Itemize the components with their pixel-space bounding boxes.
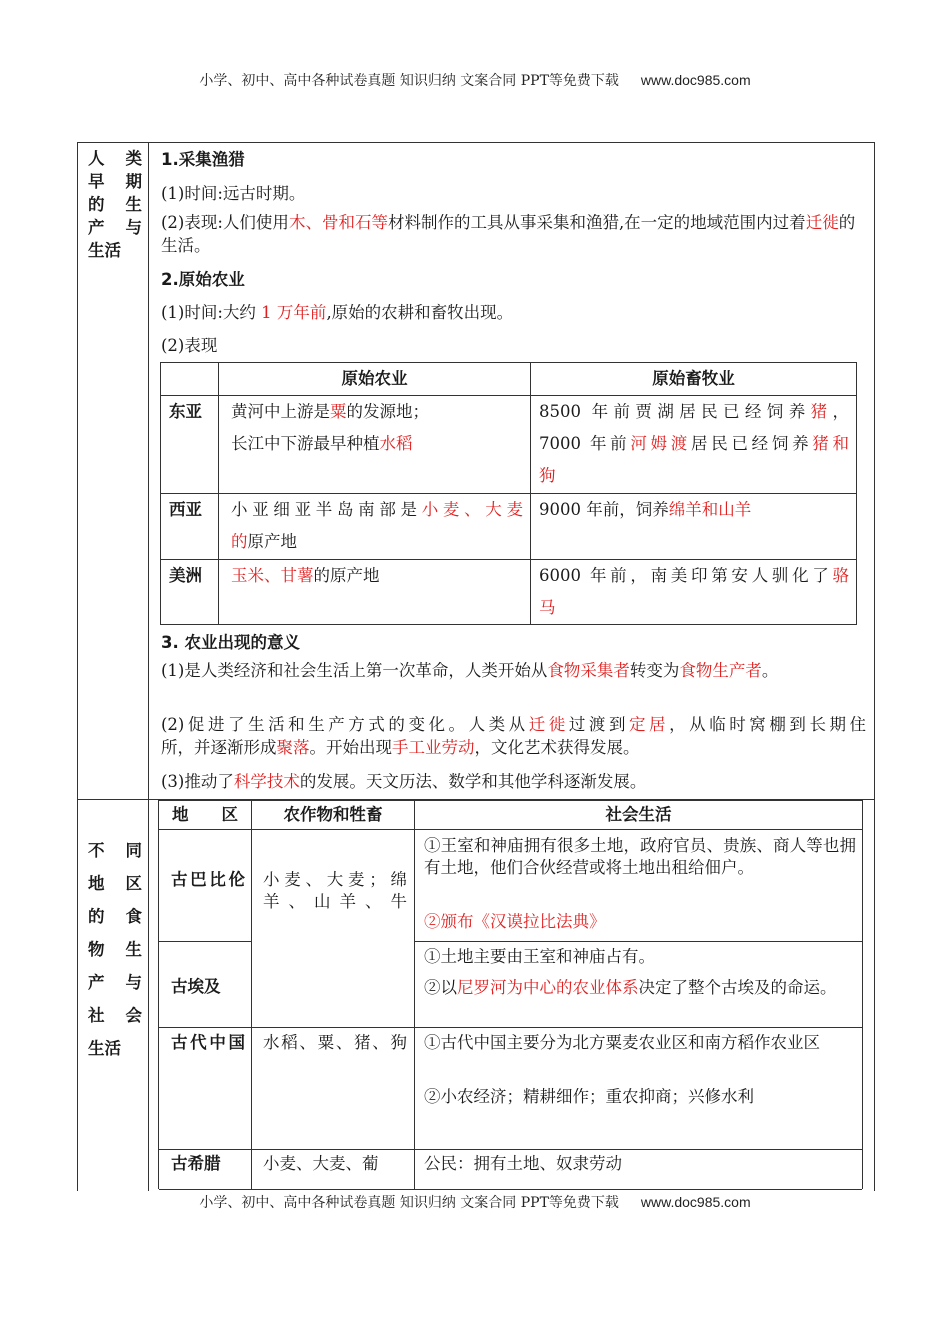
col-header-herding: 原始畜牧业 xyxy=(652,369,735,388)
col-divider xyxy=(414,801,415,1190)
regions-table xyxy=(158,800,863,1189)
highlight: 猪和 xyxy=(812,434,850,453)
page-header xyxy=(0,70,950,90)
text: 8500 年前贾湖居民已经饲养 xyxy=(539,402,811,421)
significance-3 xyxy=(161,768,646,792)
text: 过渡到 xyxy=(568,715,629,734)
text: ，文化艺术获得发展。 xyxy=(474,738,640,757)
section2-label-line: 社 会 xyxy=(88,1006,142,1025)
egypt-life-1: ①土地主要由王室和神庙占有。 xyxy=(424,947,655,966)
text: (1)是人类经济和社会生活上第一次革命，人类开始从 xyxy=(161,661,548,680)
text: 居民已经饲养 xyxy=(691,434,813,453)
text: (2)促进了生活和生产方式的变化。人类从 xyxy=(161,715,529,734)
highlight: 绵羊和山羊 xyxy=(668,500,752,519)
section2-label-line: 不 同 xyxy=(88,841,142,860)
china-crops: 水稻、粟、猪、狗 xyxy=(263,1033,407,1052)
region-egypt: 古埃及 xyxy=(171,977,221,996)
section1-label-line: 的 生 xyxy=(88,195,142,214)
egypt-life-2 xyxy=(424,977,856,999)
region-china: 古代中国 xyxy=(171,1033,245,1052)
highlight: 的 xyxy=(231,532,248,551)
east-asia-agri-1 xyxy=(231,396,429,428)
text: ②以 xyxy=(424,978,457,997)
text: (3)推动了 xyxy=(161,772,234,791)
highlight: 迁徙 xyxy=(805,213,839,232)
section2-label-line: 生活 xyxy=(88,1039,121,1058)
west-asia-agri-2 xyxy=(231,526,297,558)
highlight: 木、骨和石等 xyxy=(288,213,388,232)
text: 原产地 xyxy=(247,532,297,551)
agriculture-show: (2)表现 xyxy=(161,336,218,355)
text: ,原始的农耕和畜牧出现。 xyxy=(326,303,514,322)
heading-significance: 3. 农业出现的意义 xyxy=(161,633,300,652)
highlight: 食物生产 xyxy=(679,661,746,680)
china-life-1: ①古代中国主要分为北方粟麦农业区和南方稻作农业区 xyxy=(424,1033,820,1052)
region-east-asia: 东亚 xyxy=(169,402,202,421)
china-life-2: ②小农经济；精耕细作；重农抑商；兴修水利 xyxy=(424,1087,754,1106)
row-divider xyxy=(414,941,862,942)
highlight: 小麦、大麦 xyxy=(421,500,524,519)
text: 。开始出现 xyxy=(309,738,392,757)
text: 转变为 xyxy=(629,661,680,680)
col-header-crops: 农作物和牲畜 xyxy=(283,805,383,824)
text: 的发展。天文历法、数学和其他学科逐渐发展。 xyxy=(299,772,647,791)
highlight: 玉米、甘薯 xyxy=(231,566,314,585)
text: 小亚细亚半岛南部是 xyxy=(231,500,422,519)
text: 9000 年前，饲养 xyxy=(539,500,669,519)
america-herd-1 xyxy=(539,560,849,592)
gathering-time: (1)时间:远古时期。 xyxy=(161,184,306,203)
highlight: 粟 xyxy=(330,402,347,421)
heading-gathering: 1.采集渔猎 xyxy=(161,150,245,169)
text: 的发源地； xyxy=(346,402,429,421)
highlight: 尼罗河为中心的农业体系 xyxy=(457,978,639,997)
text: 6000 年前，南美印第安人驯化了 xyxy=(539,566,833,585)
text: 决定了整个古埃及的命运。 xyxy=(638,978,837,997)
highlight: 者 xyxy=(745,661,762,680)
greece-crops: 小麦、大麦、葡 xyxy=(263,1154,379,1173)
highlight: 手工业劳动 xyxy=(392,738,475,757)
col-header-region: 地 区 xyxy=(172,805,238,824)
highlight: 迁徙 xyxy=(528,715,569,734)
heading-agriculture: 2.原始农业 xyxy=(161,270,245,289)
col-divider xyxy=(251,801,252,1190)
west-asia-herd xyxy=(539,494,751,526)
footer-url[interactable]: www.doc985.com xyxy=(640,1194,751,1210)
col-header-agriculture: 原始农业 xyxy=(341,369,408,388)
america-agri xyxy=(231,560,380,592)
highlight: 科学技术 xyxy=(233,772,300,791)
region-babylon: 古巴比伦 xyxy=(171,870,245,889)
text: ， xyxy=(832,402,849,421)
row-divider xyxy=(159,1189,862,1190)
east-asia-herd-2 xyxy=(539,428,849,460)
region-greece: 古希腊 xyxy=(171,1154,221,1173)
section2-label-line: 地 区 xyxy=(88,874,142,893)
section1-label-line: 产 与 xyxy=(88,218,142,237)
col-header-life: 社会生活 xyxy=(605,805,672,824)
west-asia-agri-1 xyxy=(231,494,523,526)
row-divider xyxy=(159,1149,862,1150)
east-asia-herd-1 xyxy=(539,396,849,428)
text: 黄河中上游是 xyxy=(231,402,330,421)
row-divider xyxy=(159,941,252,942)
row-divider xyxy=(159,1027,862,1028)
region-west-asia: 西亚 xyxy=(169,500,202,519)
text: 材料制作的工具从事采集和渔猎,在一定的地域范围内过着 xyxy=(387,213,806,232)
highlight: 猪 xyxy=(810,402,833,421)
row-divider xyxy=(159,829,862,830)
text: 的原产地 xyxy=(313,566,380,585)
text: 所，并逐渐形成 xyxy=(161,738,277,757)
text: ，从临时窝棚到长期住 xyxy=(669,715,867,734)
text: 。 xyxy=(761,661,779,680)
section1-label-line: 生活 xyxy=(88,241,121,260)
section2-label-line: 产 与 xyxy=(88,973,142,992)
header-text: 小学、初中、高中各种试卷真题 知识归纳 文案合同 PPT等免费下载 xyxy=(199,73,619,89)
babylon-life-2: ②颁布《汉谟拉比法典》 xyxy=(424,912,606,931)
highlight: 食物采集者 xyxy=(547,661,630,680)
text: 长江中下游最早种植 xyxy=(231,434,380,453)
highlight: 河姆渡 xyxy=(630,434,692,453)
gathering-detail xyxy=(161,211,866,257)
footer-text: 小学、初中、高中各种试卷真题 知识归纳 文案合同 PPT等免费下载 xyxy=(199,1195,619,1211)
section1-label-line: 早 期 xyxy=(88,172,142,191)
america-herd-2: 马 xyxy=(539,598,556,617)
babylon-life-1: ①王室和神庙拥有很多土地，政府官员、贵族、商人等也拥有土地，他们合伙经营或将土地出租给佃户。 xyxy=(424,836,856,877)
text: 7000 年前 xyxy=(539,434,631,453)
origin-table xyxy=(160,362,857,625)
highlight: 1 万年前 xyxy=(255,303,327,322)
highlight: 定居 xyxy=(629,715,670,734)
text: (2)表现:人们使用 xyxy=(161,213,289,232)
section1-label-line: 人 类 xyxy=(88,149,142,168)
highlight: 聚落 xyxy=(276,738,310,757)
section1-label xyxy=(78,143,149,799)
section2-label-line: 物 生 xyxy=(88,940,142,959)
greece-life-1: 公民：拥有土地、奴隶劳动 xyxy=(424,1154,622,1173)
east-asia-agri-2 xyxy=(231,428,413,460)
significance-1 xyxy=(161,659,866,682)
header-url[interactable]: www.doc985.com xyxy=(640,72,751,88)
text: 的生活。 xyxy=(161,213,856,255)
highlight: 水稻 xyxy=(379,434,413,453)
section2-label-line: 的 食 xyxy=(88,907,142,926)
agriculture-time xyxy=(161,299,513,323)
text: (1)时间:大约 xyxy=(161,303,256,322)
highlight: 骆 xyxy=(832,566,849,585)
babylon-crops: 小麦、大麦；绵羊、山羊、牛 xyxy=(263,870,407,911)
region-america: 美洲 xyxy=(169,566,202,585)
section2-label xyxy=(78,800,149,1191)
page-footer xyxy=(0,1192,950,1212)
east-asia-herd-3: 狗 xyxy=(539,466,556,485)
significance-2 xyxy=(161,713,866,759)
